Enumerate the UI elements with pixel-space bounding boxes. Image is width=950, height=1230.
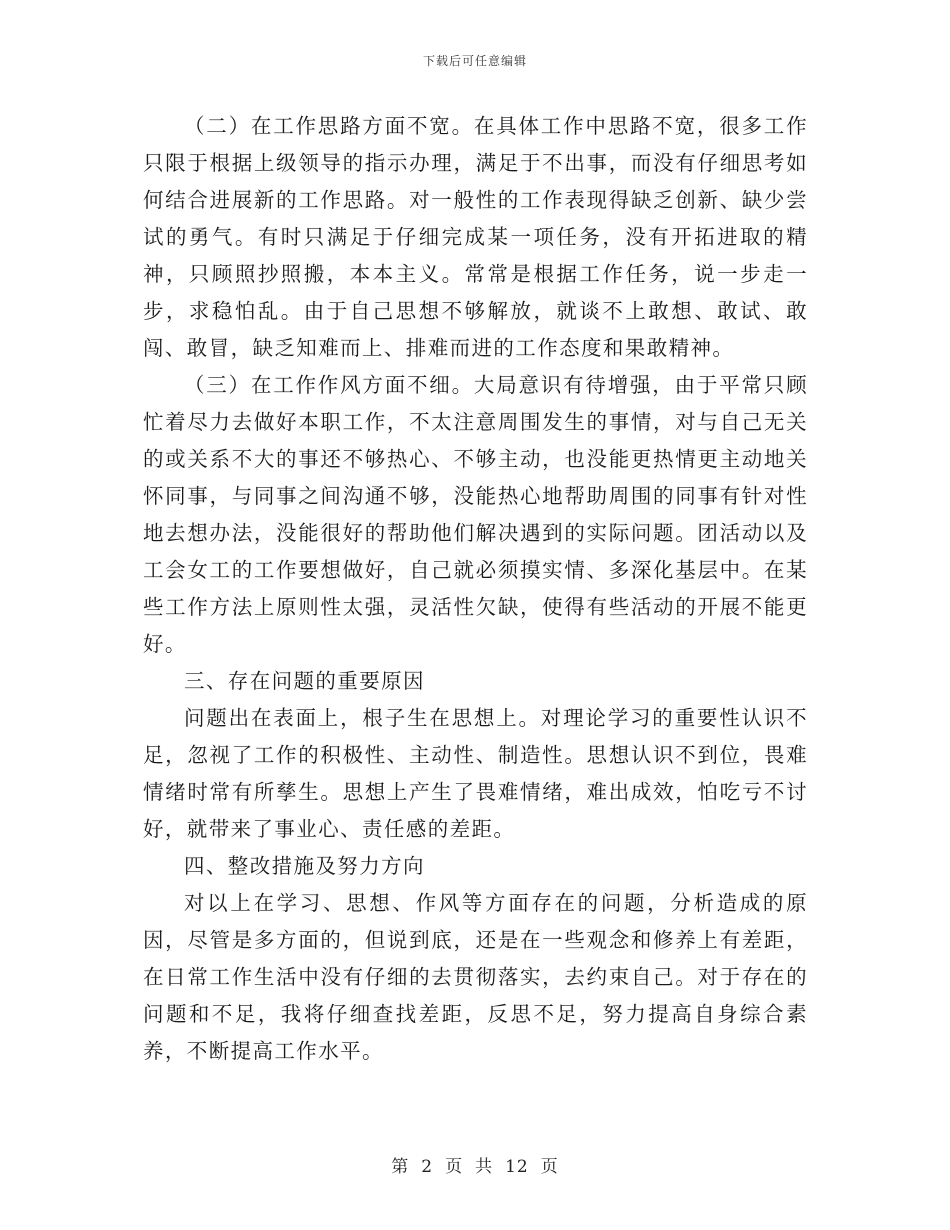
section-heading-measures: 四、整改措施及努力方向 [184,854,425,878]
footer-suffix: 页 [540,1157,559,1177]
header-note: 下载后可任意编辑 [422,54,527,68]
footer-total-pages: 12 [505,1157,529,1177]
document-body [143,108,808,1070]
footer-page-word: 页 [445,1157,464,1177]
paragraph-work-style: （三）在工作作风方面不细。大局意识有待增强，由于平常只顾忙着尽力去做好本职工作，不太注意周围发生的事情，对与自己无关的或关系不大的事还不够热心、不够主动，也没能更热情更主动地关怀同事，与同事之间沟通不够，没能热心地帮助周围的同事有针对性地去想办法，没能很好的帮助他们解决遇到的实际问题。团活动以及工会女工的工作要想做好，自己就必须摸实情、多深化基层中。在某些工作方法上原则性太强，灵活性欠缺，使得有些活动的开展不能更好。 [143,373,808,656]
page-number-footer [0,1152,950,1177]
footer-prefix: 第 [391,1157,410,1177]
footer-total-word: 共 [475,1157,494,1177]
paragraph-causes: 问题出在表面上，根子生在思想上。对理论学习的重要性认识不足，忽视了工作的积极性、主动性、制造性。思想认识不到位，畏难情绪时常有所孳生。思想上产生了畏难情绪，难出成效，怕吃亏不讨好，就带来了事业心、责任感的差距。 [143,706,808,841]
paragraph-work-thinking: （二）在工作思路方面不宽。在具体工作中思路不宽，很多工作只限于根据上级领导的指示办理，满足于不出事，而没有仔细思考如何结合进展新的工作思路。对一般性的工作表现得缺乏创新、缺少尝试的勇气。有时只满足于仔细完成某一项任务，没有开拓进取的精神，只顾照抄照搬，本本主义。常常是根据工作任务，说一步走一步，求稳怕乱。由于自己思想不够解放，就谈不上敢想、敢试、敢闯、敢冒，缺乏知难而上、排难而进的工作态度和果敢精神。 [143,114,808,360]
section-heading-causes: 三、存在问题的重要原因 [184,669,425,693]
footer-current-page: 2 [421,1157,434,1177]
paragraph-measures: 对以上在学习、思想、作风等方面存在的问题，分析造成的原因，尽管是多方面的，但说到底，还是在一些观念和修养上有差距，在日常工作生活中没有仔细的去贯彻落实，去约束自己。对于存在的问题和不足，我将仔细查找差距，反思不足，努力提高自身综合素养，不断提高工作水平。 [143,891,808,1063]
